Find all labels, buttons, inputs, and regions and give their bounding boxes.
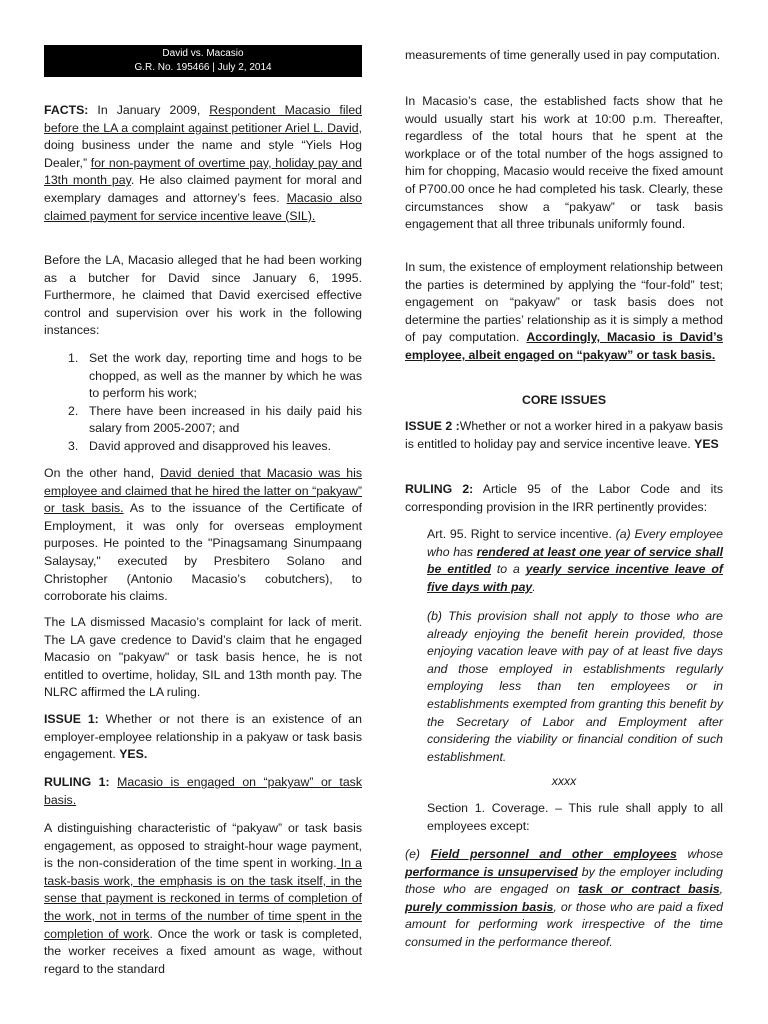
summary-paragraph: In sum, the existence of employment relationship between the parties is determined by applying the “four-fold” test; engagement on “pakyaw” or task basis does not determine the parties’ relationship as it is simply a method of pay computation. Accordingly, Macasio is David’s employee, albeit engaged on “pakyaw” or task basis. xyxy=(405,260,723,362)
continued-text: measurements of time generally used in pay computation. xyxy=(405,48,721,62)
section-1-coverage: Section 1. Coverage. – This rule shall apply to all employees except: xyxy=(427,801,723,833)
omission-marker: xxxx xyxy=(551,774,577,788)
list-item: 1. Set the work day, reporting time and hogs to be chopped, as well as the manner by which he was to perform his work; xyxy=(68,351,362,401)
exception-e-paragraph: (e) Field personnel and other employees whose performance is unsupervised by the employer including those who are engaged on task or contract basis, purely commission basis, or those who are paid a fixed amount for performing work irrespective of the time consumed in the performance thereof. xyxy=(405,847,724,949)
ruling-1: RULING 1: Macasio is engaged on “pakyaw” or task basis. xyxy=(44,775,362,807)
defense-paragraph: On the other hand, David denied that Macasio was his employee and claimed that he hired the latter on “pakyaw” or task basis. As to the issuance of the Certificate of Employment, it was only for overseas employment purposes. He pointed to the "Pinagsamang Sinumpaang Salaysay," executed by Presbitero Solano and Christopher (Antonio Macasio’s cobutchers), to corroborate his claims. xyxy=(44,466,363,604)
allegation-paragraph: Before the LA, Macasio alleged that he had been working as a butcher for David since January 6, 1995. Furthermore, he claimed that David exercised effective control and supervision over his work in the following instances: xyxy=(44,253,362,338)
issue-2: ISSUE 2 :Whether or not a worker hired in a pakyaw basis is entitled to holiday pay and service incentive leave. YES xyxy=(405,419,724,451)
core-issues-heading: CORE ISSUES xyxy=(521,393,607,407)
pakyaw-paragraph: A distinguishing characteristic of “pakyaw” or task basis engagement, as opposed to straight-hour wage payment, is the non-consideration of the time spent in working. In a task-basis work, the emphasis is on the task itself, in the sense that payment is reckoned in terms of completion of the work, not in terms of the number of time spent in the completion of work. Once the work or task is completed, the worker receives a fixed amount as wage, without regard to the standard xyxy=(44,821,362,976)
macasio-case-paragraph: In Macasio’s case, the established facts show that he would usually start his work at 10:00 p.m. Thereafter, regardless of the total hours that he spent at the workplace or of the total number of the hogs assigned to him for chopping, Macasio would receive the fixed amount of P700.00 once he had completed his task. Clearly, these circumstances show a “pakyaw” or task basis engagement that all three tribunals uniformly found. xyxy=(405,94,723,232)
instances-list xyxy=(44,350,362,456)
case-citation: G.R. No. 195466 | July 2, 2014 xyxy=(134,62,272,73)
la-ruling-paragraph: The LA dismissed Macasio’s complaint for lack of merit. The LA gave credence to David’s claim that he engaged Macasio on "pakyaw" or task basis hence, he is not entitled to overtime, holiday, SIL and 13th month pay. The NLRC affirmed the LA ruling. xyxy=(44,615,362,700)
article-95-b-paragraph: (b) This provision shall not apply to those who are already enjoying the benefit herein provided, those enjoying vacation leave with pay of at least five days and those employed in establishments regularly employing less than ten employees or in establishments exempted from granting this benefit by the Secretary of Labor and Employment after considering the viability or financial condition of such establishment. xyxy=(427,609,723,764)
ruling-2: RULING 2: Article 95 of the Labor Code and its corresponding provision in the IRR pertinently provides: xyxy=(405,482,723,514)
case-title: David vs. Macasio xyxy=(162,48,244,59)
article-95-paragraph: Art. 95. Right to service incentive. (a) Every employee who has rendered at least one year of service shall be entitled to a yearly service incentive leave of five days with pay. xyxy=(427,527,723,594)
list-item: 3. David approved and disapproved his leaves. xyxy=(68,438,331,453)
issue-1: ISSUE 1: Whether or not there is an existence of an employer-employee relationship in a pakyaw or task basis engagement. YES. xyxy=(44,712,362,762)
facts-paragraph: FACTS: In January 2009, Respondent Macasio filed before the LA a complaint against petitioner Ariel L. David, doing business under the name and style “Yiels Hog Dealer,” for non-payment of overtime pay, holiday pay and 13th month pay. He also claimed payment for moral and exemplary damages and attorney’s fees. Macasio also claimed payment for service incentive leave (SIL). xyxy=(44,103,363,223)
case-header xyxy=(44,45,362,77)
list-item: 2. There have been increased in his daily paid his salary from 2005-2007; and xyxy=(68,403,362,436)
